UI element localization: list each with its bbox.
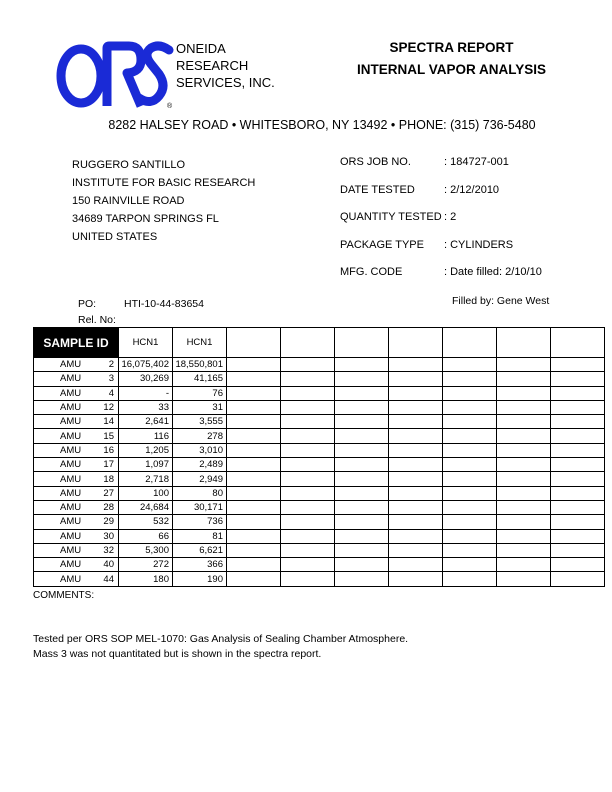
value-cell: 81 (173, 529, 227, 543)
value-cell (227, 572, 281, 586)
column-header (497, 328, 551, 358)
unit-cell: AMU (34, 443, 89, 457)
value-cell (281, 543, 335, 557)
value-cell (281, 500, 335, 514)
value-cell (497, 486, 551, 500)
value-cell: 2,718 (119, 472, 173, 486)
value-cell (551, 472, 605, 486)
table-row (34, 429, 605, 443)
mass-cell: 14 (89, 415, 119, 429)
value-cell: 24,684 (119, 500, 173, 514)
value-cell (281, 443, 335, 457)
column-header (281, 328, 335, 358)
table-row (34, 358, 605, 372)
value-cell (551, 358, 605, 372)
value-cell (389, 415, 443, 429)
value-cell (227, 529, 281, 543)
po-label: PO: (78, 298, 97, 310)
value-cell (227, 372, 281, 386)
mass-cell: 40 (89, 558, 119, 572)
job-info-value: : Date filled: 2/10/10 (444, 266, 542, 278)
job-info-label: DATE TESTED (340, 183, 415, 196)
mass-cell: 29 (89, 515, 119, 529)
value-cell (443, 358, 497, 372)
value-cell (335, 558, 389, 572)
unit-cell: AMU (34, 500, 89, 514)
mass-cell: 4 (89, 386, 119, 400)
value-cell (389, 386, 443, 400)
column-header: HCN1 (173, 328, 227, 358)
unit-cell: AMU (34, 472, 89, 486)
job-info-label: PACKAGE TYPE (340, 238, 424, 251)
unit-cell: AMU (34, 386, 89, 400)
value-cell: 16,075,402 (119, 358, 173, 372)
unit-cell: AMU (34, 415, 89, 429)
unit-cell: AMU (34, 558, 89, 572)
value-cell (389, 372, 443, 386)
value-cell: 33 (119, 400, 173, 414)
table-row (34, 558, 605, 572)
value-cell: 30,269 (119, 372, 173, 386)
unit-cell: AMU (34, 515, 89, 529)
value-cell (551, 386, 605, 400)
value-cell (497, 472, 551, 486)
table-row (34, 500, 605, 514)
unit-cell: AMU (34, 543, 89, 557)
value-cell (497, 543, 551, 557)
mass-cell: 44 (89, 572, 119, 586)
value-cell (551, 400, 605, 414)
value-cell (281, 458, 335, 472)
table-row (34, 372, 605, 386)
value-cell (281, 358, 335, 372)
value-cell: 366 (173, 558, 227, 572)
customer-line: 150 RAINVILLE ROAD (72, 195, 185, 207)
value-cell: 41,165 (173, 372, 227, 386)
value-cell (389, 429, 443, 443)
company-line: SERVICES, INC. (176, 75, 275, 90)
table-row (34, 529, 605, 543)
value-cell: 30,171 (173, 500, 227, 514)
table-row (34, 415, 605, 429)
value-cell (227, 543, 281, 557)
mass-cell: 15 (89, 429, 119, 443)
value-cell (335, 529, 389, 543)
value-cell (335, 543, 389, 557)
value-cell (281, 529, 335, 543)
value-cell (335, 472, 389, 486)
value-cell (497, 500, 551, 514)
value-cell (443, 458, 497, 472)
value-cell (335, 429, 389, 443)
value-cell (335, 358, 389, 372)
value-cell: 736 (173, 515, 227, 529)
value-cell (551, 372, 605, 386)
filled-by: Filled by: Gene West (452, 295, 550, 307)
table-row (34, 486, 605, 500)
value-cell: 1,097 (119, 458, 173, 472)
value-cell: 1,205 (119, 443, 173, 457)
value-cell (551, 558, 605, 572)
value-cell: 6,621 (173, 543, 227, 557)
value-cell (227, 415, 281, 429)
rel-no-label: Rel. No: (78, 314, 116, 326)
value-cell (497, 400, 551, 414)
value-cell (227, 429, 281, 443)
value-cell (227, 386, 281, 400)
value-cell (227, 443, 281, 457)
value-cell (281, 415, 335, 429)
value-cell (551, 543, 605, 557)
table-body (34, 358, 605, 587)
value-cell: 180 (119, 572, 173, 586)
value-cell: 5,300 (119, 543, 173, 557)
mass-cell: 12 (89, 400, 119, 414)
value-cell (281, 386, 335, 400)
value-cell (551, 572, 605, 586)
value-cell (389, 515, 443, 529)
results-table (33, 327, 605, 587)
column-header (443, 328, 497, 358)
svg-text:®: ® (167, 103, 173, 110)
company-line: RESEARCH (176, 58, 249, 73)
value-cell: 3,555 (173, 415, 227, 429)
comments-label: COMMENTS: (33, 590, 95, 601)
unit-cell: AMU (34, 429, 89, 443)
value-cell (389, 358, 443, 372)
unit-cell: AMU (34, 486, 89, 500)
value-cell (443, 529, 497, 543)
value-cell (497, 572, 551, 586)
job-info-value: : CYLINDERS (444, 238, 514, 251)
value-cell (497, 529, 551, 543)
value-cell: 116 (119, 429, 173, 443)
column-header (335, 328, 389, 358)
table-row (34, 543, 605, 557)
report-title-line1: SPECTRA REPORT (389, 40, 514, 55)
unit-cell: AMU (34, 458, 89, 472)
value-cell (389, 458, 443, 472)
value-cell (551, 529, 605, 543)
value-cell (335, 372, 389, 386)
value-cell (443, 500, 497, 514)
value-cell: 2,489 (173, 458, 227, 472)
job-info-label: MFG. CODE (340, 266, 403, 278)
value-cell: 31 (173, 400, 227, 414)
value-cell: 2,641 (119, 415, 173, 429)
unit-cell: AMU (34, 400, 89, 414)
value-cell (281, 400, 335, 414)
job-info-label: ORS JOB NO. (340, 156, 411, 168)
value-cell (281, 429, 335, 443)
value-cell (281, 472, 335, 486)
value-cell (551, 486, 605, 500)
value-cell (443, 386, 497, 400)
value-cell (497, 372, 551, 386)
value-cell (551, 429, 605, 443)
value-cell (335, 386, 389, 400)
customer-line: UNITED STATES (72, 231, 158, 243)
mass-cell: 27 (89, 486, 119, 500)
mass-cell: 18 (89, 472, 119, 486)
value-cell (281, 558, 335, 572)
value-cell (335, 572, 389, 586)
table-row (34, 515, 605, 529)
value-cell (551, 458, 605, 472)
value-cell (281, 515, 335, 529)
note-line: Tested per ORS SOP MEL-1070: Gas Analysis of Sealing Chamber Atmosphere. (33, 633, 409, 645)
value-cell (443, 515, 497, 529)
value-cell (443, 543, 497, 557)
customer-line: 34689 TARPON SPRINGS FL (72, 213, 219, 225)
value-cell (227, 486, 281, 500)
value-cell (443, 415, 497, 429)
value-cell: 3,010 (173, 443, 227, 457)
value-cell (389, 572, 443, 586)
unit-cell: AMU (34, 572, 89, 586)
value-cell (443, 572, 497, 586)
table-header-row (34, 328, 605, 358)
value-cell (281, 486, 335, 500)
mass-cell: 16 (89, 443, 119, 457)
value-cell (335, 415, 389, 429)
value-cell (443, 372, 497, 386)
report-title-line2: INTERNAL VAPOR ANALYSIS (356, 62, 546, 77)
customer-address (72, 156, 255, 246)
value-cell (281, 572, 335, 586)
value-cell (443, 486, 497, 500)
value-cell: 66 (119, 529, 173, 543)
value-cell (389, 543, 443, 557)
value-cell (497, 429, 551, 443)
value-cell: - (119, 386, 173, 400)
job-info-value: : 184727-001 (444, 156, 509, 168)
value-cell (443, 472, 497, 486)
table-row (34, 572, 605, 586)
company-name (176, 40, 275, 91)
notes (33, 632, 408, 661)
table-row (34, 400, 605, 414)
value-cell: 76 (173, 386, 227, 400)
value-cell: 532 (119, 515, 173, 529)
value-cell (389, 400, 443, 414)
note-line: Mass 3 was not quantitated but is shown in the spectra report. (33, 647, 322, 660)
report-title (357, 37, 546, 81)
value-cell (389, 472, 443, 486)
value-cell (227, 400, 281, 414)
value-cell (335, 458, 389, 472)
value-cell (227, 558, 281, 572)
unit-cell: AMU (34, 529, 89, 543)
value-cell: 2,949 (173, 472, 227, 486)
value-cell (497, 558, 551, 572)
customer-line: RUGGERO SANTILLO (72, 159, 186, 171)
ors-logo (55, 40, 175, 110)
value-cell (227, 458, 281, 472)
value-cell (497, 415, 551, 429)
value-cell (443, 558, 497, 572)
value-cell (335, 515, 389, 529)
po-value: HTI-10-44-83654 (124, 298, 204, 310)
value-cell (497, 358, 551, 372)
value-cell: 80 (173, 486, 227, 500)
mass-cell: 30 (89, 529, 119, 543)
sample-id-header: SAMPLE ID (34, 328, 119, 358)
value-cell (497, 458, 551, 472)
value-cell (551, 443, 605, 457)
value-cell (227, 515, 281, 529)
value-cell (389, 558, 443, 572)
value-cell (389, 443, 443, 457)
value-cell (497, 515, 551, 529)
table-row (34, 386, 605, 400)
value-cell (335, 486, 389, 500)
value-cell (227, 358, 281, 372)
value-cell (551, 515, 605, 529)
value-cell (443, 400, 497, 414)
value-cell (227, 472, 281, 486)
value-cell (443, 443, 497, 457)
value-cell (551, 415, 605, 429)
mass-cell: 2 (89, 358, 119, 372)
job-info-value: : 2/12/2010 (444, 183, 500, 196)
po-block (78, 296, 204, 328)
value-cell (443, 429, 497, 443)
unit-cell: AMU (34, 358, 89, 372)
value-cell (497, 443, 551, 457)
mass-cell: 3 (89, 372, 119, 386)
value-cell (389, 500, 443, 514)
value-cell (335, 443, 389, 457)
table-row (34, 472, 605, 486)
column-header (389, 328, 443, 358)
value-cell (227, 500, 281, 514)
value-cell (389, 486, 443, 500)
value-cell (281, 372, 335, 386)
value-cell (335, 400, 389, 414)
job-info-label: QUANTITY TESTED (340, 211, 442, 223)
company-line: ONEIDA (176, 41, 226, 56)
table-row (34, 443, 605, 457)
mass-cell: 32 (89, 543, 119, 557)
value-cell: 100 (119, 486, 173, 500)
mass-cell: 17 (89, 458, 119, 472)
table-row (34, 458, 605, 472)
value-cell: 278 (173, 429, 227, 443)
unit-cell: AMU (34, 372, 89, 386)
mass-cell: 28 (89, 500, 119, 514)
job-info-value: : 2 (444, 211, 457, 223)
column-header: HCN1 (119, 328, 173, 358)
column-header (227, 328, 281, 358)
column-header (551, 328, 605, 358)
value-cell (389, 529, 443, 543)
customer-line: INSTITUTE FOR BASIC RESEARCH (72, 177, 256, 189)
value-cell (551, 500, 605, 514)
value-cell: 272 (119, 558, 173, 572)
value-cell: 18,550,801 (173, 358, 227, 372)
value-cell: 190 (173, 572, 227, 586)
value-cell (335, 500, 389, 514)
company-address: 8282 HALSEY ROAD • WHITESBORO, NY 13492 • PHONE: (315) 736-5480 (108, 118, 536, 132)
value-cell (497, 386, 551, 400)
